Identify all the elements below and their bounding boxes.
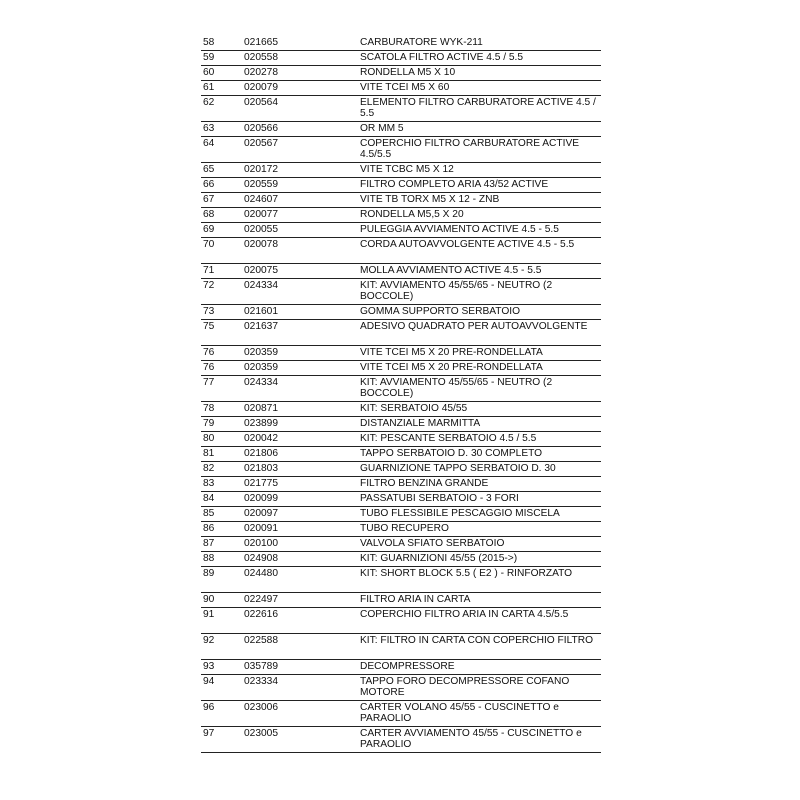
table-row bbox=[201, 320, 601, 346]
table-row bbox=[201, 432, 601, 447]
part-code: 020100 bbox=[244, 538, 278, 549]
part-code: 024908 bbox=[244, 553, 278, 564]
parts-table bbox=[201, 36, 601, 753]
item-number: 66 bbox=[203, 179, 215, 190]
part-code: 023899 bbox=[244, 418, 278, 429]
item-number: 89 bbox=[203, 568, 215, 579]
part-description: DISTANZIALE MARMITTA bbox=[360, 418, 481, 429]
table-row bbox=[201, 447, 601, 462]
part-description: VITE TCEI M5 X 20 PRE-RONDELLATA bbox=[360, 362, 543, 373]
part-description: RONDELLA M5,5 X 20 bbox=[360, 209, 464, 220]
table-row bbox=[201, 208, 601, 223]
table-row bbox=[201, 36, 601, 51]
table-row bbox=[201, 402, 601, 417]
item-number: 67 bbox=[203, 194, 215, 205]
item-number: 59 bbox=[203, 52, 215, 63]
table-row bbox=[201, 537, 601, 552]
part-description: ADESIVO QUADRATO PER AUTOAVVOLGENTE bbox=[360, 321, 588, 332]
part-code: 022588 bbox=[244, 635, 278, 646]
table-row bbox=[201, 264, 601, 279]
part-description: VITE TB TORX M5 X 12 - ZNB bbox=[360, 194, 500, 205]
part-description: VITE TCEI M5 X 60 bbox=[360, 82, 450, 93]
table-row bbox=[201, 522, 601, 537]
table-row bbox=[201, 552, 601, 567]
part-description: SCATOLA FILTRO ACTIVE 4.5 / 5.5 bbox=[360, 52, 524, 63]
part-description: KIT: PESCANTE SERBATOIO 4.5 / 5.5 bbox=[360, 433, 537, 444]
part-code: 023005 bbox=[244, 728, 278, 739]
part-code: 024334 bbox=[244, 377, 278, 388]
part-code: 021806 bbox=[244, 448, 278, 459]
part-code: 020359 bbox=[244, 362, 278, 373]
table-row bbox=[201, 462, 601, 477]
table-row bbox=[201, 122, 601, 137]
part-code: 020077 bbox=[244, 209, 278, 220]
table-row bbox=[201, 634, 601, 660]
item-number: 68 bbox=[203, 209, 215, 220]
table-row bbox=[201, 492, 601, 507]
part-description: VITE TCEI M5 X 20 PRE-RONDELLATA bbox=[360, 347, 543, 358]
part-description: CORDA AUTOAVVOLGENTE ACTIVE 4.5 - 5.5 bbox=[360, 239, 575, 250]
table-row bbox=[201, 66, 601, 81]
item-number: 90 bbox=[203, 594, 215, 605]
part-description: KIT: AVVIAMENTO 45/55/65 - NEUTRO (2 BOCCOLE) bbox=[360, 280, 553, 302]
part-description: COPERCHIO FILTRO CARBURATORE ACTIVE 4.5/5.5 bbox=[360, 138, 580, 160]
table-row bbox=[201, 137, 601, 163]
item-number: 79 bbox=[203, 418, 215, 429]
table-row bbox=[201, 376, 601, 402]
part-code: 021601 bbox=[244, 306, 278, 317]
part-description: KIT: SHORT BLOCK 5.5 ( E2 ) - RINFORZATO bbox=[360, 568, 573, 579]
part-description: CARTER VOLANO 45/55 - CUSCINETTO e PARAOLIO bbox=[360, 702, 559, 724]
item-number: 72 bbox=[203, 280, 215, 291]
table-row bbox=[201, 96, 601, 122]
part-description: VITE TCBC M5 X 12 bbox=[360, 164, 454, 175]
table-row bbox=[201, 238, 601, 264]
table-row bbox=[201, 417, 601, 432]
part-code: 020278 bbox=[244, 67, 278, 78]
part-description: KIT: GUARNIZIONI 45/55 (2015->) bbox=[360, 553, 518, 564]
part-code: 020558 bbox=[244, 52, 278, 63]
table-row bbox=[201, 346, 601, 361]
part-description: GUARNIZIONE TAPPO SERBATOIO D. 30 bbox=[360, 463, 556, 474]
table-row bbox=[201, 675, 601, 701]
part-code: 020567 bbox=[244, 138, 278, 149]
part-code: 020099 bbox=[244, 493, 278, 504]
item-number: 93 bbox=[203, 661, 215, 672]
part-code: 021775 bbox=[244, 478, 278, 489]
part-code: 022616 bbox=[244, 609, 278, 620]
part-code: 024607 bbox=[244, 194, 278, 205]
part-description: VALVOLA SFIATO SERBATOIO bbox=[360, 538, 505, 549]
part-description: KIT: FILTRO IN CARTA CON COPERCHIO FILTRO bbox=[360, 635, 594, 646]
part-description: FILTRO BENZINA GRANDE bbox=[360, 478, 489, 489]
table-row bbox=[201, 727, 601, 753]
part-description: GOMMA SUPPORTO SERBATOIO bbox=[360, 306, 521, 317]
part-code: 023334 bbox=[244, 676, 278, 687]
part-description: KIT: SERBATOIO 45/55 bbox=[360, 403, 468, 414]
part-code: 020091 bbox=[244, 523, 278, 534]
part-code: 020172 bbox=[244, 164, 278, 175]
part-code: 020078 bbox=[244, 239, 278, 250]
table-row bbox=[201, 701, 601, 727]
item-number: 86 bbox=[203, 523, 215, 534]
table-row bbox=[201, 163, 601, 178]
item-number: 84 bbox=[203, 493, 215, 504]
item-number: 60 bbox=[203, 67, 215, 78]
part-code: 021637 bbox=[244, 321, 278, 332]
part-description: TAPPO SERBATOIO D. 30 COMPLETO bbox=[360, 448, 543, 459]
item-number: 83 bbox=[203, 478, 215, 489]
item-number: 87 bbox=[203, 538, 215, 549]
item-number: 88 bbox=[203, 553, 215, 564]
part-code: 020075 bbox=[244, 265, 278, 276]
part-code: 020042 bbox=[244, 433, 278, 444]
part-code: 020871 bbox=[244, 403, 278, 414]
part-description: MOLLA AVVIAMENTO ACTIVE 4.5 - 5.5 bbox=[360, 265, 542, 276]
table-row bbox=[201, 178, 601, 193]
item-number: 62 bbox=[203, 97, 215, 108]
part-description: KIT: AVVIAMENTO 45/55/65 - NEUTRO (2 BOCCOLE) bbox=[360, 377, 553, 399]
item-number: 73 bbox=[203, 306, 215, 317]
item-number: 80 bbox=[203, 433, 215, 444]
table-row bbox=[201, 507, 601, 522]
part-code: 024480 bbox=[244, 568, 278, 579]
item-number: 76 bbox=[203, 347, 215, 358]
part-description: FILTRO COMPLETO ARIA 43/52 ACTIVE bbox=[360, 179, 549, 190]
item-number: 71 bbox=[203, 265, 215, 276]
part-description: TUBO FLESSIBILE PESCAGGIO MISCELA bbox=[360, 508, 560, 519]
item-number: 69 bbox=[203, 224, 215, 235]
part-description: PULEGGIA AVVIAMENTO ACTIVE 4.5 - 5.5 bbox=[360, 224, 559, 235]
part-code: 021665 bbox=[244, 37, 278, 48]
item-number: 76 bbox=[203, 362, 215, 373]
part-description: CARBURATORE WYK-211 bbox=[360, 37, 483, 48]
part-description: OR MM 5 bbox=[360, 123, 404, 134]
table-row bbox=[201, 477, 601, 492]
part-description: FILTRO ARIA IN CARTA bbox=[360, 594, 471, 605]
table-row bbox=[201, 593, 601, 608]
table-row bbox=[201, 567, 601, 593]
item-number: 64 bbox=[203, 138, 215, 149]
part-code: 020564 bbox=[244, 97, 278, 108]
table-row bbox=[201, 193, 601, 208]
table-row bbox=[201, 51, 601, 66]
item-number: 96 bbox=[203, 702, 215, 713]
part-description: CARTER AVVIAMENTO 45/55 - CUSCINETTO e PARAOLIO bbox=[360, 728, 582, 750]
table-row bbox=[201, 660, 601, 675]
item-number: 82 bbox=[203, 463, 215, 474]
item-number: 58 bbox=[203, 37, 215, 48]
table-row bbox=[201, 279, 601, 305]
item-number: 81 bbox=[203, 448, 215, 459]
item-number: 63 bbox=[203, 123, 215, 134]
part-code: 020055 bbox=[244, 224, 278, 235]
part-description: TAPPO FORO DECOMPRESSORE COFANO MOTORE bbox=[360, 676, 570, 698]
part-code: 020097 bbox=[244, 508, 278, 519]
part-description: PASSATUBI SERBATOIO - 3 FORI bbox=[360, 493, 519, 504]
part-description: DECOMPRESSORE bbox=[360, 661, 455, 672]
part-code: 020079 bbox=[244, 82, 278, 93]
part-code: 035789 bbox=[244, 661, 278, 672]
item-number: 97 bbox=[203, 728, 215, 739]
table-row bbox=[201, 361, 601, 376]
part-code: 020566 bbox=[244, 123, 278, 134]
table-row bbox=[201, 223, 601, 238]
part-description: TUBO RECUPERO bbox=[360, 523, 449, 534]
item-number: 65 bbox=[203, 164, 215, 175]
table-row bbox=[201, 81, 601, 96]
part-code: 020559 bbox=[244, 179, 278, 190]
part-code: 021803 bbox=[244, 463, 278, 474]
item-number: 61 bbox=[203, 82, 215, 93]
part-code: 020359 bbox=[244, 347, 278, 358]
part-description: COPERCHIO FILTRO ARIA IN CARTA 4.5/5.5 bbox=[360, 609, 569, 620]
item-number: 91 bbox=[203, 609, 215, 620]
table-row bbox=[201, 608, 601, 634]
item-number: 78 bbox=[203, 403, 215, 414]
item-number: 75 bbox=[203, 321, 215, 332]
item-number: 94 bbox=[203, 676, 215, 687]
part-code: 022497 bbox=[244, 594, 278, 605]
item-number: 92 bbox=[203, 635, 215, 646]
item-number: 70 bbox=[203, 239, 215, 250]
part-code: 023006 bbox=[244, 702, 278, 713]
item-number: 77 bbox=[203, 377, 215, 388]
part-code: 024334 bbox=[244, 280, 278, 291]
part-description: RONDELLA M5 X 10 bbox=[360, 67, 456, 78]
part-description: ELEMENTO FILTRO CARBURATORE ACTIVE 4.5 / 5.5 bbox=[360, 97, 596, 119]
item-number: 85 bbox=[203, 508, 215, 519]
table-row bbox=[201, 305, 601, 320]
